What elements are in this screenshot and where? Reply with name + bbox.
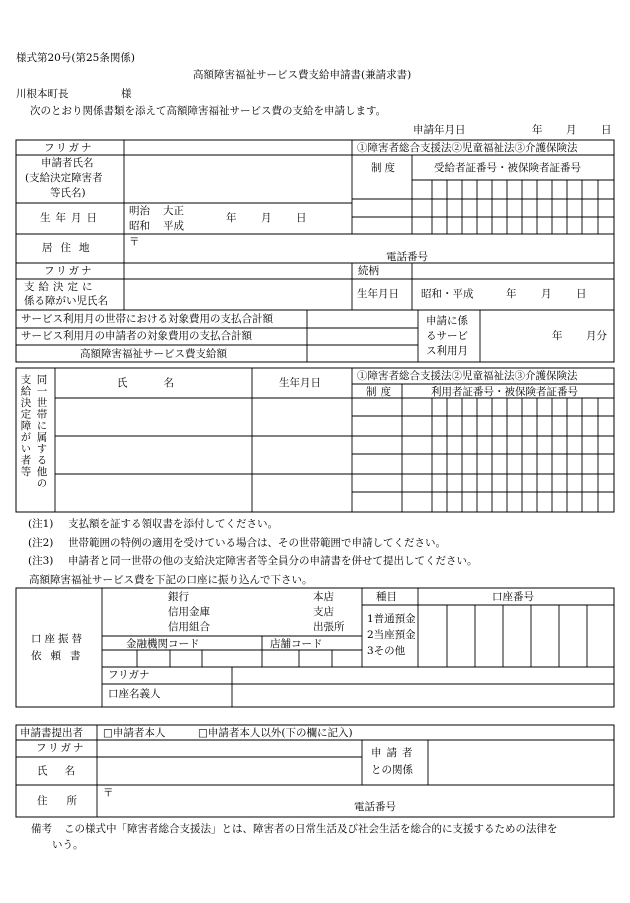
residence-phone-label: 電話番号 — [386, 251, 428, 263]
household-cert-header: 利用者証番号・被保険者証番号 — [431, 386, 578, 398]
submitter-name-label: 氏名 — [37, 765, 92, 777]
applicant-dob-label: 生年月日 — [40, 212, 102, 224]
account-type-header: 種目 — [376, 591, 397, 603]
remark-text-2: いう。 — [52, 839, 84, 851]
submitter-furigana-label: フリガナ — [36, 742, 86, 754]
child-dob-year: 年 — [506, 288, 517, 300]
applicant-name-label-sub2: 等氏名) — [50, 187, 86, 199]
bank-type-bank: 銀行 — [168, 591, 189, 603]
note-1-number: (注1) — [28, 518, 54, 530]
branch-code-label: 店舗コード — [270, 638, 323, 650]
relation-label: 続柄 — [358, 265, 379, 277]
residence-label: 居住地 — [42, 242, 98, 254]
note-1-text: 支払額を証する領収書を添付してください。 — [68, 518, 278, 530]
form-number: 様式第20号(第25条関係) — [16, 52, 135, 64]
era-taisho: 大正 — [163, 205, 184, 217]
transfer-request-label-2: 依頼書 — [31, 650, 90, 662]
bank-type-kumiai: 信用組合 — [168, 621, 210, 633]
child-name-label-sub: 係る障がい児氏名 — [24, 295, 108, 307]
applicant-dob-year: 年 — [226, 212, 237, 224]
residence-postal-mark: 〒 — [129, 236, 140, 248]
service-month-month: 月分 — [586, 330, 607, 342]
bank-type-shinkin: 信用金庫 — [168, 606, 210, 618]
account-type-other: 3その他 — [367, 645, 406, 657]
account-type-ordinary: 1普通預金 — [367, 613, 416, 625]
household-system-header: 制度 — [366, 386, 395, 398]
household-side-label-1: 支給決定障がい者等 — [19, 374, 32, 478]
application-date-month: 月 — [566, 124, 577, 136]
applicant-name-label-sub: (支給決定障害者 — [25, 172, 103, 184]
applicant-total-label: サービス利用月の申請者の対象費用の支払合計額 — [21, 330, 252, 342]
submitter-label: 申請書提出者 — [20, 727, 83, 739]
remark-label: 備考 — [31, 823, 52, 835]
bank-code-label: 金融機関コード — [126, 638, 200, 650]
account-number-header: 口座番号 — [492, 591, 534, 603]
account-holder-label: 口座名義人 — [108, 688, 161, 700]
application-date-label: 申請年月日 — [413, 124, 466, 136]
submitter-postal-mark: 〒 — [103, 787, 114, 799]
era-showa: 昭和 — [129, 220, 150, 232]
submitter-option-self[interactable]: □申請者本人 — [103, 727, 166, 739]
application-date-year: 年 — [532, 124, 543, 136]
service-month-year: 年 — [552, 330, 563, 342]
submitter-relation-label: 申請者 — [371, 747, 418, 759]
transfer-request-label: 口座振替 — [31, 633, 85, 645]
submitter-address-label: 住所 — [37, 795, 96, 807]
child-dob-era: 昭和・平成 — [421, 288, 474, 300]
account-type-current: 2当座預金 — [367, 629, 416, 641]
child-dob-month: 月 — [541, 288, 552, 300]
note-2-number: (注2) — [28, 537, 54, 549]
note-3-number: (注3) — [28, 555, 54, 567]
note-3-text: 申請者と同一世帯の他の支給決定障害者等全員分の申請書を併せて提出してください。 — [68, 555, 478, 567]
child-dob-label: 生年月日 — [357, 288, 399, 300]
child-furigana-label: フリガナ — [44, 265, 94, 277]
applicant-cert-header: 受給者証番号・被保険者証番号 — [434, 162, 581, 174]
service-month-label-2: るサービ — [426, 330, 468, 342]
branch-type-head: 本店 — [313, 591, 334, 603]
applicant-furigana-label: フリガナ — [44, 142, 94, 154]
era-heisei: 平成 — [163, 220, 184, 232]
household-dob-header: 生年月日 — [279, 377, 321, 389]
applicant-dob-month: 月 — [261, 212, 272, 224]
applicant-system-header: 制度 — [371, 162, 398, 174]
applicant-law-header: ①障害者総合支援法②児童福祉法③介護保険法 — [357, 142, 578, 154]
addressee-town: 川根本町長 — [16, 88, 69, 100]
benefit-amount-label: 高額障害福祉サービス費支給額 — [80, 348, 227, 360]
submitter-relation-label-2: との関係 — [371, 764, 413, 776]
note-2-text: 世帯範囲の特例の適用を受けている場合は、その世帯範囲で申請してください。 — [68, 537, 446, 549]
intro-text: 次のとおり関係書類を添えて高額障害福祉サービス費の支給を申請します。 — [30, 105, 387, 117]
remark-text: この様式中「障害者総合支援法」とは、障害者の日常生活及び社会生活を総合的に支援するための法律を — [64, 823, 558, 835]
submitter-phone-label: 電話番号 — [354, 801, 396, 813]
child-dob-day: 日 — [576, 288, 587, 300]
application-date-day: 日 — [601, 124, 612, 136]
branch-type-office: 出張所 — [313, 621, 345, 633]
household-side-label-2: 同一世帯に属する他の — [35, 374, 48, 489]
child-name-label: 支給決定に — [24, 281, 97, 293]
service-month-label-3: ス利用月 — [426, 345, 468, 357]
household-law-header: ①障害者総合支援法②児童福祉法③介護保険法 — [357, 370, 578, 382]
era-meiji: 明治 — [129, 205, 150, 217]
addressee-honorific: 様 — [121, 88, 132, 100]
account-furigana-label: フリガナ — [108, 669, 150, 681]
applicant-dob-day: 日 — [296, 212, 307, 224]
bank-intro-text: 高額障害福祉サービス費を下記の口座に振り込んで下さい。 — [29, 574, 313, 586]
household-name-header: 氏名 — [117, 377, 210, 389]
service-month-label: 申請に係 — [426, 315, 468, 327]
form-title: 高額障害福祉サービス費支給申請書(兼請求書) — [193, 69, 412, 81]
branch-type-branch: 支店 — [313, 606, 334, 618]
household-total-label: サービス利用月の世帯における対象費用の支払合計額 — [21, 313, 273, 325]
applicant-name-label: 申請者氏名 — [41, 157, 94, 169]
submitter-option-other[interactable]: □申請者本人以外(下の欄に記入) — [198, 727, 353, 739]
